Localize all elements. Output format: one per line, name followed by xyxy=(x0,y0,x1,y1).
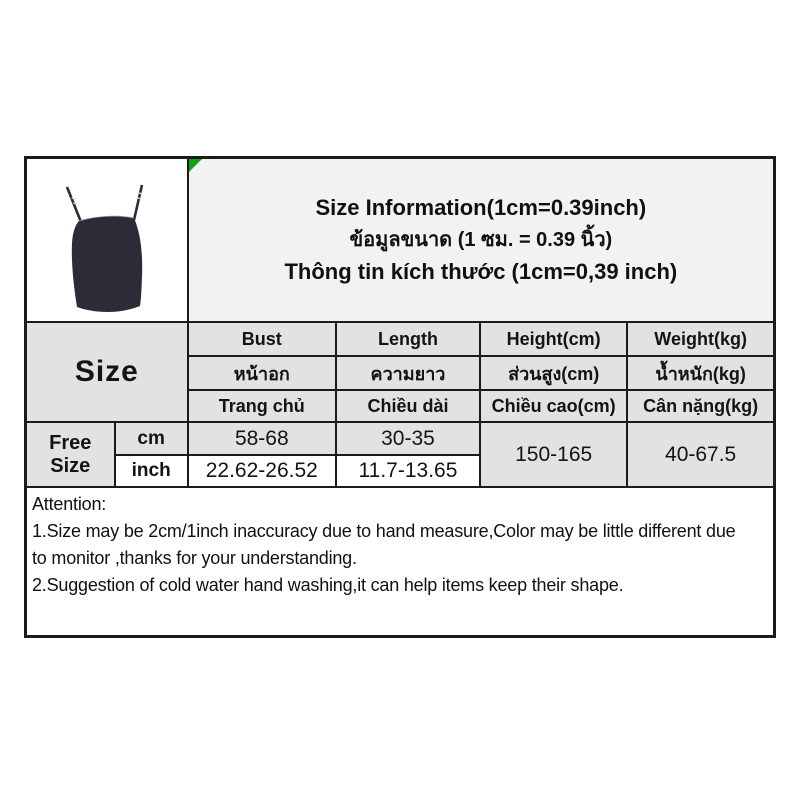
header-bust-en: Bust xyxy=(188,322,336,356)
product-image-cell xyxy=(26,158,188,323)
header-length-en: Length xyxy=(336,322,480,356)
attention-note-1-cont: to monitor ,thanks for your understanding. xyxy=(32,548,357,568)
header-row-english xyxy=(26,322,775,356)
header-bust-th: หน้าอก xyxy=(188,356,336,390)
header-length-th: ความยาว xyxy=(336,356,480,390)
attention-heading: Attention: xyxy=(32,494,107,514)
title-cell xyxy=(188,158,775,323)
title-english: Size Information(1cm=0.39inch) xyxy=(315,195,647,220)
unit-cm-label: cm xyxy=(115,422,188,455)
right-strap xyxy=(134,185,142,220)
camisole-body xyxy=(72,216,142,312)
header-weight-en: Weight(kg) xyxy=(627,322,774,356)
size-chart-sheet xyxy=(24,156,776,638)
header-weight-th: น้ำหนัก(kg) xyxy=(627,356,774,390)
height-value: 150-165 xyxy=(480,422,627,487)
attention-note-1: 1.Size may be 2cm/1inch inaccuracy due to hand measure,Color may be little different due xyxy=(32,521,736,541)
left-strap xyxy=(67,187,81,222)
weight-value: 40-67.5 xyxy=(627,422,774,487)
title-row xyxy=(26,158,775,323)
title-vietnamese: Thông tin kích thước (1cm=0,39 inch) xyxy=(284,259,678,284)
camisole-product-image xyxy=(65,177,167,317)
size-header-cell: Size xyxy=(26,322,188,422)
header-weight-vi: Cân nặng(kg) xyxy=(627,390,774,422)
header-bust-vi: Trang chủ xyxy=(188,390,336,422)
data-row-cm xyxy=(26,422,775,455)
bust-inch-value: 22.62-26.52 xyxy=(188,455,336,487)
unit-inch-label: inch xyxy=(115,455,188,487)
free-size-label: Free Size xyxy=(26,422,115,487)
bust-cm-value: 58-68 xyxy=(188,422,336,455)
length-cm-value: 30-35 xyxy=(336,422,480,455)
header-height-en: Height(cm) xyxy=(480,322,627,356)
attention-row xyxy=(26,487,775,637)
size-chart-table xyxy=(24,156,776,638)
green-corner-flag-icon xyxy=(189,159,202,172)
title-thai: ข้อมูลขนาด (1 ซม. = 0.39 นิ้ว) xyxy=(349,229,613,251)
header-height-vi: Chiều cao(cm) xyxy=(480,390,627,422)
attention-cell xyxy=(26,487,775,637)
attention-note-2: 2.Suggestion of cold water hand washing,it can help items keep their shape. xyxy=(32,575,624,595)
length-inch-value: 11.7-13.65 xyxy=(336,455,480,487)
header-height-th: ส่วนสูง(cm) xyxy=(480,356,627,390)
header-length-vi: Chiều dài xyxy=(336,390,480,422)
